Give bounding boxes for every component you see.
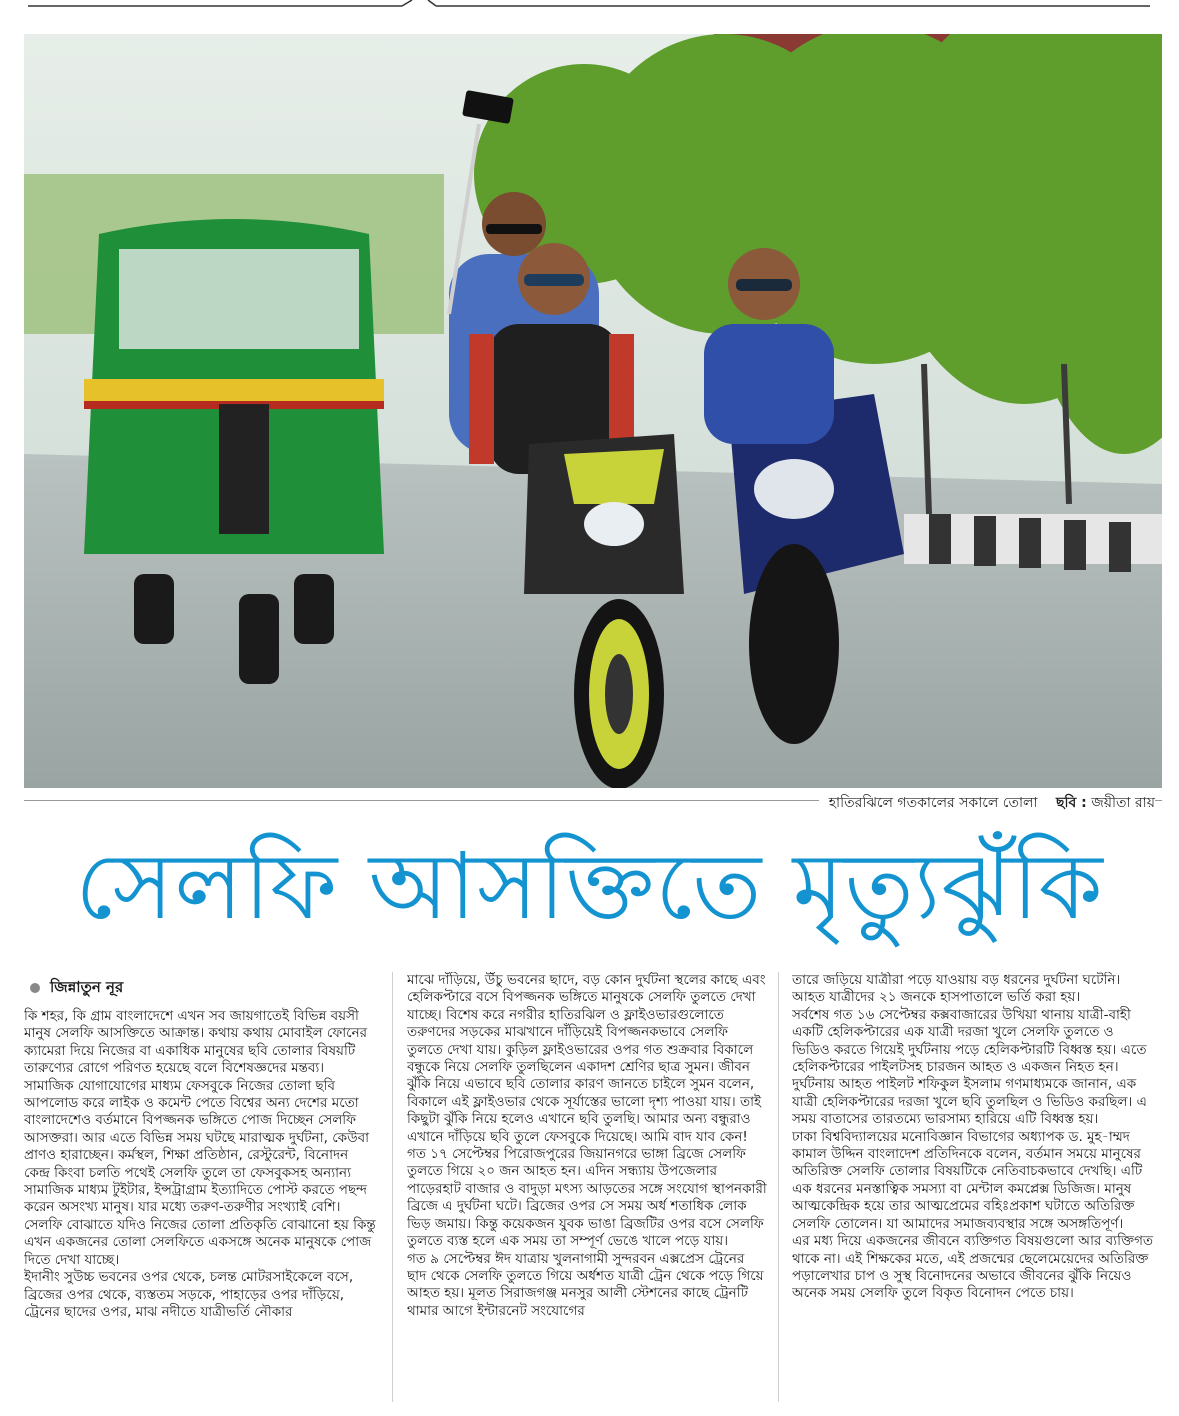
article-column-2 — [407, 972, 767, 1402]
bullet-icon — [30, 983, 40, 993]
paragraph: ইদানীং সুউচ্চ ভবনের ওপর থেকে, চলন্ত মোটরসাইকেলে বসে, ব্রিজের ওপর থেকে, ব্যস্ততম সড়কে, পাহাড়ের ওপর দাঁড়িয়ে, ট্রেনের ছাদের ওপর, মাঝ নদীতে যাত্রীভর্তি নৌকার — [24, 1269, 354, 1320]
photo-illustration — [24, 34, 1162, 788]
byline — [24, 972, 376, 1004]
paragraph: কি শহর, কি গ্রাম বাংলাদেশে এখন সব জায়গাতেই বিভিন্ন বয়সী মানুষ সেলফি আসক্তিতে আক্রান্ত। কথায় কথায় মোবাইল ফোনের ক্যামেরা দিয়ে নিজের বা একাধিক মানুষের ছবি তোলার বিষয়টি তারুণ্যের রোগে পরিণত হয়েছে বলে বিশেষজ্ঞদের মন্তব্য। সামাজিক যোগাযোগের মাধ্যম ফেসবুকে নিজের তোলা ছবি আপলোড করে লাইক ও কমেন্ট পেতে বিশ্বের অন্য দেশের মতো বাংলাদেশেও বর্তমানে বিপজ্জনক ভঙ্গিতে পোজ দিচ্ছেন সেলফি আসক্তরা। আর এতে বিভিন্ন সময় ঘটছে মারাত্মক দুর্ঘটনা, কেউবা প্রাণও হারাচ্ছেন। কর্মস্থল, শিক্ষা প্রতিষ্ঠান, রেস্টুরেন্ট, বিনোদন কেন্দ্র কিংবা চলতি পথেই সেলফি তুলে তা ফেসবুকসহ অন্যান্য সামাজিক মাধ্যম টুইটার, ইন্সট্রাগ্রাম ইত্যাদিতে পোস্ট করতে পছন্দ করেন অসংখ্য মানুষ। যার মধ্যে তরুণ-তরুণীর সংখ্যাই বেশি। — [24, 1008, 370, 1216]
credit-name: জয়ীতা রায় — [1091, 795, 1155, 811]
credit-label: ছবি : — [1055, 795, 1087, 811]
paragraph: এর মধ্য দিয়ে একজনের জীবনে ব্যক্তিগত বিষয়গুলো আর ব্যক্তিগত থাকে না। এই শিক্ষকের মতে, এই প্রজন্মের ছেলেমেয়েদের অতিরিক্ত পড়ালেখার চাপ ও সুস্থ বিনোদনের অভাবে জীবনের ঝুঁকি নিয়েও অনেক সময় সেলফি তুলে বিকৃত বিনোদন পেতে চায়। — [792, 1233, 1154, 1302]
news-photo — [24, 34, 1162, 788]
paragraph: ঢাকা বিশ্ববিদ্যালয়ের মনোবিজ্ঞান বিভাগের অধ্যাপক ড. মুহ-াম্মদ কামাল উদ্দিন বাংলাদেশ প্রতিদিনকে বলেন, বর্তমান সময়ে মানুষের অতিরিক্ত সেলফি তোলার বিষয়টিকে নেতিবাচকভাবে দেখছি। এটি এক ধরনের মনস্তাত্বিক সমস্যা বা মেন্টাল কমপ্লেক্স ডিজিজ। মানুষ আত্মকেন্দ্রিক হয়ে তার আত্মপ্রেমের বহিঃপ্রকাশ ঘটাতে অতিরিক্ত সেলফি তোলেন। যা আমাদের সমাজব্যবস্থার সঙ্গে অসঙ্গতিপূর্ণ। — [792, 1128, 1143, 1232]
column-divider — [778, 972, 779, 1402]
photo-caption — [819, 792, 1155, 814]
curb — [904, 514, 1162, 572]
caption-text: হাতিরঝিলে গতকালের সকালে তোলা — [828, 795, 1038, 811]
article-column-1 — [24, 972, 376, 1402]
top-rule — [0, 0, 1179, 14]
paragraph: তারে জড়িয়ে যাত্রীরা পড়ে যাওয়ায় বড় ধরনের দুর্ঘটনা ঘটেনি। আহত যাত্রীদের ২১ জনকে হাসপাতালে ভর্তি করা হয়। — [792, 972, 1121, 1006]
article-column-3 — [792, 972, 1154, 1402]
author-name: জিন্নাতুন নূর — [50, 978, 124, 997]
paragraph: গত ৯ সেপ্টেম্বর ঈদ যাত্রায় খুলনাগামী সুন্দরবন এক্সপ্রেস ট্রেনের ছাদ থেকে সেলফি তুলতে গিয়ে অর্ধশত যাত্রী ট্রেন থেকে পড়ে গিয়ে আহত হয়। মূলত সিরাজগঞ্জ মনসুর আলী স্টেশনের কাছে ট্রেনটি থামার আগে ইন্টারনেট সংযোগের — [407, 1250, 764, 1319]
paragraph: মাঝে দাঁড়িয়ে, উঁচু ভবনের ছাদে, বড় কোন দুর্ঘটনা স্থলের কাছে এবং হেলিকপ্টারে বসে বিপজ্জনক ভঙ্গিতে মানুষকে সেলফি তুলতে দেখা যাচ্ছে। বিশেষ করে নগরীর হাতিরঝিল ও ফ্লাইওভারগুলোতে তরুণদের সড়কের মাঝখানে দাঁড়িয়েই বিপজ্জনকভাবে সেলফি তুলতে দেখা যায়। কুড়িল ফ্লাইওভারের ওপর গত শুক্রবার বিকালে বন্ধুকে নিয়ে সেলফি তুলছিলেন একাদশ শ্রেণির ছাত্র সুমন। জীবন ঝুঁকি নিয়ে এভাবে ছবি তোলার কারণ জানতে চাইলে সুমন বলেন, বিকালে এই ফ্লাইওভার থেকে সূর্যাস্তের ভালো দৃশ্য পাওয়া যায়। তাই কিছুটা ঝুঁকি নিয়ে হলেও এখানে ছবি তুলছি। আমার অন্য বন্ধুরাও এখানে দাঁড়িয়ে ছবি তুলে ফেসবুকে দিয়েছে। আমি বাদ যাব কেন! গত ১৭ সেপ্টেম্বর পিরোজপুরের জিয়ানগরে ভাঙ্গা ব্রিজে সেলফি তুলতে গিয়ে ২০ জন আহত হন। এদিন সন্ধ্যায় উপজেলার পাড়েরহাট বাজার ও বাদুড়া মৎস্য আড়তের সঙ্গে সংযোগ স্থাপনকারী ব্রিজে এ দুর্ঘটনা ঘটে। ব্রিজের ওপর সে সময় অর্ধ শতাধিক লোক ভিড় জমায়। কিন্তু কয়েকজন যুবক ভাঙা ব্রিজটির ওপর বসে সেলফি তুলতে ব্যস্ত হলে এক সময় তা সম্পূর্ণ ভেঙে খালে পড়ে যায়। — [407, 972, 767, 1250]
column-divider — [392, 972, 393, 1402]
paragraph: সর্বশেষ গত ১৬ সেপ্টেম্বর কক্সবাজারের উখিয়া থানায় যাত্রী-বাহী একটি হেলিকপ্টারের এক যাত্রী দরজা খুলে সেলফি তুলতে ও ভিডিও করতে গিয়েই দুর্ঘটনায় পড়ে হেলিকপ্টারটি বিধ্বস্ত হয়। এতে হেলিকপ্টারের পাইলটসহ চারজন আহত ও একজন নিহত হন। দুর্ঘটনায় আহত পাইলট শফিকুল ইসলাম গণমাধ্যমকে জানান, এক যাত্রী হেলিকপ্টারের দরজা খুলে ছবি তুলছিল ও ভিডিও করছিল। এ সময় বাতাসের তারতম্যে ভারসাম্য হারিয়ে এটি বিধ্বস্ত হয়। — [792, 1006, 1147, 1128]
headline: সেলফি আসক্তিতে মৃত্যুঝুঁকি — [75, 833, 1104, 940]
paragraph: সেলফি বোঝাতে যদিও নিজের তোলা প্রতিকৃতি বোঝানো হয় কিন্তু এখন একজনের তোলা সেলফিতে একসঙ্গে অনেক মানুষকে পোজ দিতে দেখা যাচ্ছে। — [24, 1216, 376, 1268]
